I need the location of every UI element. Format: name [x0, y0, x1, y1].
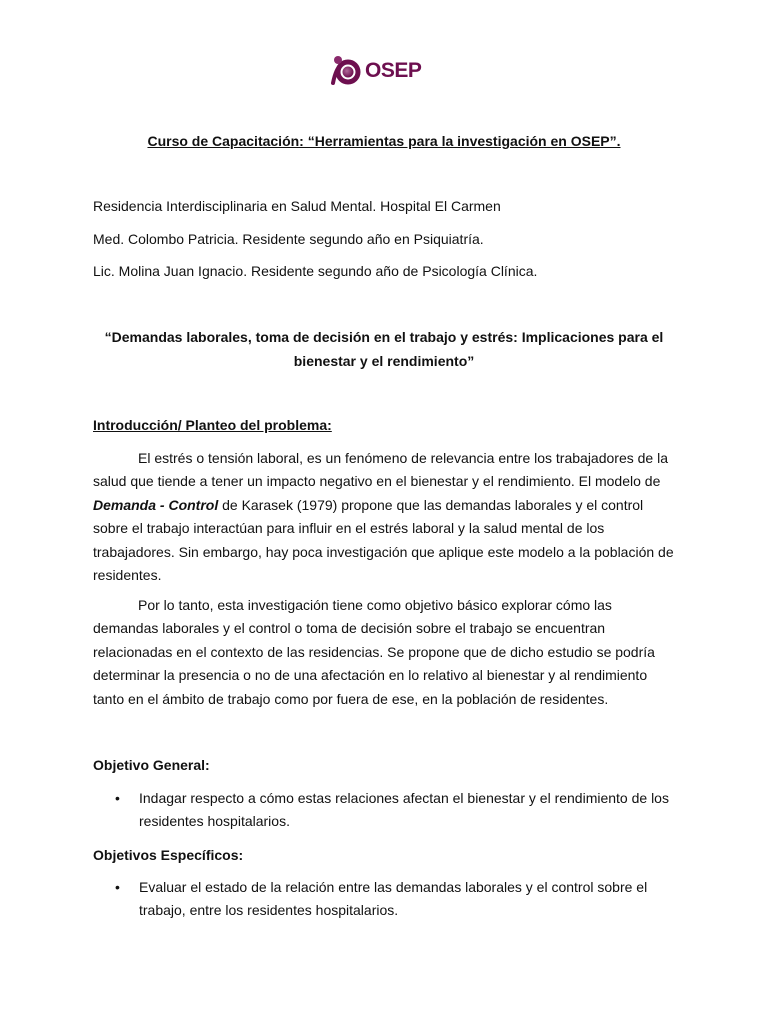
osep-logo-text: OSEP	[365, 58, 422, 82]
intro-heading: Introducción/ Planteo del problema:	[93, 417, 332, 433]
objetivos-especificos-heading: Objetivos Específicos:	[93, 847, 244, 863]
intro-p2-text: Por lo tanto, esta investigación tiene como objetivo básico explorar cómo las demandas laborales y el control o toma de decisión sobre el trabajo se encuentran relacionadas en el contexto de las residencias. Se propone que de dicho estudio se podría determinar la presencia o no de una afectación en lo relativo al bienestar y al rendimiento tanto en el ámbito de trabajo como por fuera de ese, en la población de residentes.	[93, 597, 655, 707]
intro-paragraph-1	[93, 447, 675, 587]
meta-residency: Residencia Interdisciplinaria en Salud Mental. Hospital El Carmen	[93, 198, 501, 214]
objetivos-especificos-text: Evaluar el estado de la relación entre las demandas laborales y el control sobre el trabajo, entre los residentes hospitalarios.	[139, 879, 648, 919]
intro-p1-part1: El estrés o tensión laboral, es un fenómeno de relevancia entre los trabajadores de la salud que tiende a tener un impacto negativo en el bienestar y el rendimiento. El modelo de	[93, 450, 668, 490]
osep-logo	[329, 52, 439, 88]
list-item	[115, 876, 675, 923]
course-title: Curso de Capacitación: “Herramientas para la investigación en OSEP”.	[147, 133, 621, 149]
objetivo-general-text: Indagar respecto a cómo estas relaciones afectan el bienestar y el rendimiento de los residentes hospitalarios.	[139, 790, 669, 830]
osep-logo-mark-icon	[329, 53, 363, 87]
main-title-line2: bienestar y el rendimiento”	[293, 352, 475, 369]
intro-p1-emphasis: Demanda - Control	[93, 496, 219, 513]
meta-author-colombo: Med. Colombo Patricia. Residente segundo año en Psiquiatría.	[93, 231, 484, 247]
meta-author-molina: Lic. Molina Juan Ignacio. Residente segundo año de Psicología Clínica.	[93, 263, 538, 279]
main-title-line1: “Demandas laborales, toma de decisión en el trabajo y estrés: Implicaciones para el	[104, 329, 664, 345]
bullet-icon: •	[115, 879, 120, 895]
objetivo-general-heading: Objetivo General:	[93, 757, 210, 773]
intro-paragraph-2	[93, 594, 675, 711]
list-item	[115, 787, 675, 834]
main-title	[93, 326, 675, 373]
bullet-icon: •	[115, 790, 120, 806]
intro-p1-part2: de Karasek (1979) propone que las demandas laborales y el control sobre el trabajo interactúan para influir en el estrés laboral y la salud mental de los trabajadores. Sin embargo, hay poca investigación que aplique este modelo a la población de residentes.	[93, 496, 674, 584]
